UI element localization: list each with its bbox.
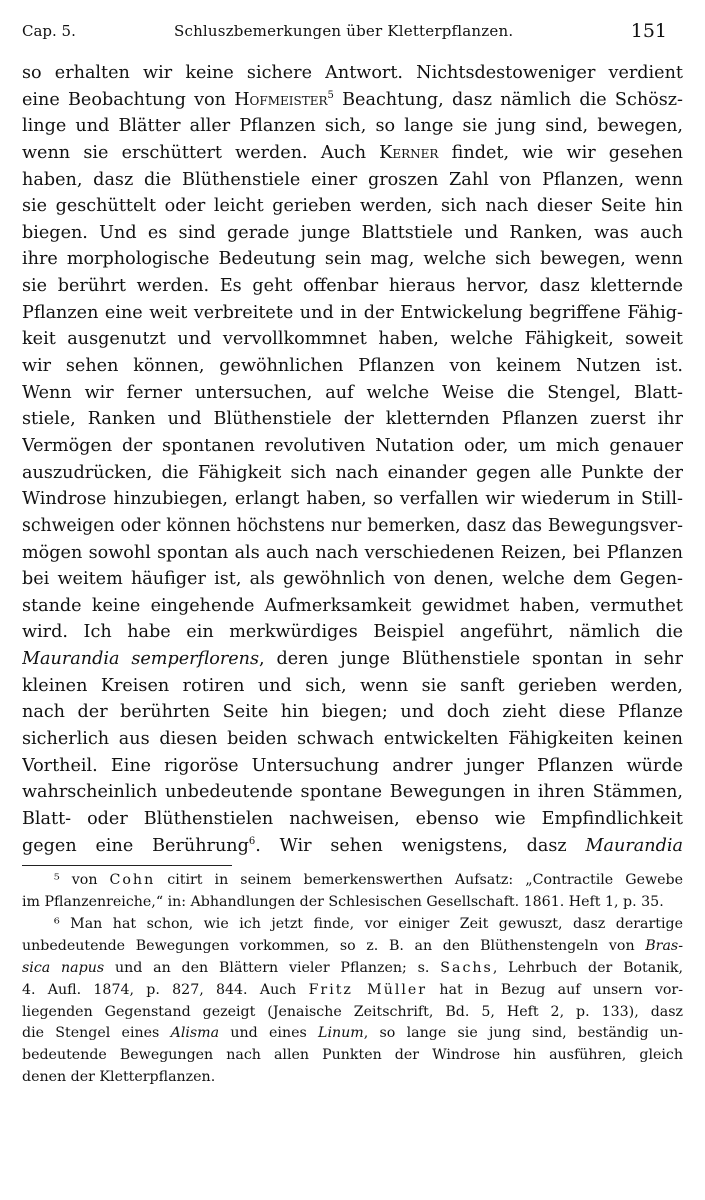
text-line: schweigen oder können höchstens nur bemerken, dasz das Bewegungsver- — [22, 515, 683, 536]
text-line: nach der berührten Seite hin biegen; und doch zieht diese Pflanze — [22, 702, 683, 723]
text-line: wir sehen können, gewöhnlichen Pflanzen von keinem Nutzen ist. — [22, 356, 683, 377]
text-line: sie berührt werden. Es geht offenbar hieraus hervor, dasz kletternde — [22, 276, 683, 297]
text-line: wird. Ich habe ein merkwürdiges Beispiel angeführt, nämlich die — [22, 622, 683, 643]
text-line: keit ausgenutzt und vervollkommnet haben, welche Fähigkeit, soweit — [22, 329, 683, 350]
text-line: kleinen Kreisen rotiren und sich, wenn sie sanft gerieben werden, — [22, 675, 683, 696]
text-line: gegen eine Berührung$^6$. Wir sehen wenigstens, dasz Maurandia — [22, 835, 683, 856]
text-line: auszudrücken, die Fähigkeit sich nach einander gegen alle Punkte der — [22, 462, 683, 483]
footnote-line: liegenden Gegenstand gezeigt (Jenaische Zeitschrift, Bd. 5, Heft 2, p. 133), dasz — [22, 1003, 683, 1020]
species-name: Maurandia semperflorens — [22, 649, 260, 670]
text-line: biegen. Und es sind gerade junge Blattstiele und Ranken, was auch — [22, 222, 683, 243]
chapter-label: Cap. 5. — [22, 22, 76, 40]
text-line: bei weitem häufiger ist, als gewöhnlich von denen, welche dem Gegen- — [22, 569, 683, 590]
footnote-line: die Stengel eines Alisma und eines Linum, so lange sie jung sind, beständig un- — [22, 1025, 683, 1042]
text-line: eine Beobachtung von Hofmeister$^5$ Beachtung, dasz nämlich die Schösz- — [22, 89, 683, 110]
species-name: sica napus — [22, 959, 105, 976]
species-name: Bras- — [645, 937, 683, 954]
text-line: sie geschüttelt oder leicht gerieben werden, sich nach dieser Seite hin — [22, 196, 683, 217]
genus-name: Linum — [318, 1025, 364, 1042]
text-line: haben, dasz die Blüthenstiele einer groszen Zahl von Pflanzen, wenn — [22, 169, 683, 190]
text-line: Pflanzen eine weit verbreitete und in der Entwickelung begriffene Fähig- — [22, 302, 683, 323]
text-line: linge und Blätter aller Pflanzen sich, so lange sie jung sind, bewegen, — [22, 116, 683, 137]
footnote-line: bedeutende Bewegungen nach allen Punkten der Windrose hin ausführen, gleich — [22, 1047, 683, 1064]
running-title: Schluszbemerkungen über Kletterpflanzen. — [174, 22, 514, 40]
text-line: sicherlich aus diesen beiden schwach entwickelten Fähigkeiten keinen — [22, 729, 683, 750]
footnote-line: denen der Kletterpflanzen. — [22, 1069, 216, 1086]
text-line: Blatt- oder Blüthenstielen nachweisen, ebenso wie Empfindlichkeit — [22, 808, 683, 829]
text-line: Vortheil. Eine rigoröse Untersuchung andrer junger Pflanzen würde — [22, 755, 683, 776]
footnotes — [22, 870, 683, 1089]
page-number: 151 — [630, 20, 667, 42]
text-line: Maurandia semperflorens, deren junge Blüthenstiele spontan in sehr — [22, 649, 683, 670]
text-line: wahrscheinlich unbedeutende spontane Bewegungen in ihren Stämmen, — [22, 782, 683, 803]
text-line: stande keine eingehende Aufmerksamkeit gewidmet haben, vermuthet — [22, 595, 683, 616]
footnote-ref: 6 — [248, 835, 256, 847]
text-line: Wenn wir ferner untersuchen, auf welche Weise die Stengel, Blatt- — [22, 382, 683, 403]
footnote-line: ⁵ von Cohn citirt in seinem bemerkenswerthen Aufsatz: „Contractile Gewebe — [54, 872, 683, 889]
footnote-line: sica napus und an den Blättern vieler Pflanzen; s. Sachs, Lehrbuch der Botanik, — [22, 959, 683, 976]
author-name: Hofmeister — [234, 89, 328, 110]
footnote-ref: 5 — [327, 89, 334, 101]
text-line: ihre morphologische Bedeutung sein mag, welche sich bewegen, wenn — [22, 249, 683, 270]
author-name: Kerner — [379, 142, 439, 163]
text-line: so erhalten wir keine sichere Antwort. Nichtsdestoweniger verdient — [22, 63, 683, 83]
genus-name: Alisma — [170, 1025, 220, 1042]
footnote-line: im Pflanzenreiche,“ in: Abhandlungen der Schlesischen Gesellschaft. 1861. Heft 1, p. 35. — [22, 894, 664, 911]
author-name: Fritz Müller — [308, 981, 428, 998]
text-line: mögen sowohl spontan als auch nach verschiedenen Reizen, bei Pflanzen — [22, 542, 683, 563]
footnote-line: ⁶ Man hat schon, wie ich jetzt finde, vor einiger Zeit gewuszt, dasz derartige — [54, 916, 683, 932]
main-text — [22, 60, 683, 859]
text-line: wenn sie erschüttert werden. Auch Kerner findet, wie wir gesehen — [22, 142, 683, 163]
author-name: Sachs — [440, 959, 493, 976]
footnote-line: 4. Aufl. 1874, p. 827, 844. Auch Fritz Müller hat in Bezug auf unsern vor- — [22, 981, 683, 998]
species-name: Maurandia — [585, 835, 683, 856]
footnote-divider — [22, 865, 232, 866]
running-header — [22, 18, 683, 50]
text-line: stiele, Ranken und Blüthenstiele der kletternden Pflanzen zuerst ihr — [22, 409, 683, 430]
text-line: Windrose hinzubiegen, erlangt haben, so verfallen wir wiederum in Still- — [22, 489, 683, 510]
author-name: Cohn — [109, 872, 156, 889]
text-line: Vermögen der spontanen revolutiven Nutation oder, um mich genauer — [22, 435, 683, 456]
footnote-line: unbedeutende Bewegungen vorkommen, so z. B. an den Blüthenstengeln von Bras- — [22, 937, 683, 954]
